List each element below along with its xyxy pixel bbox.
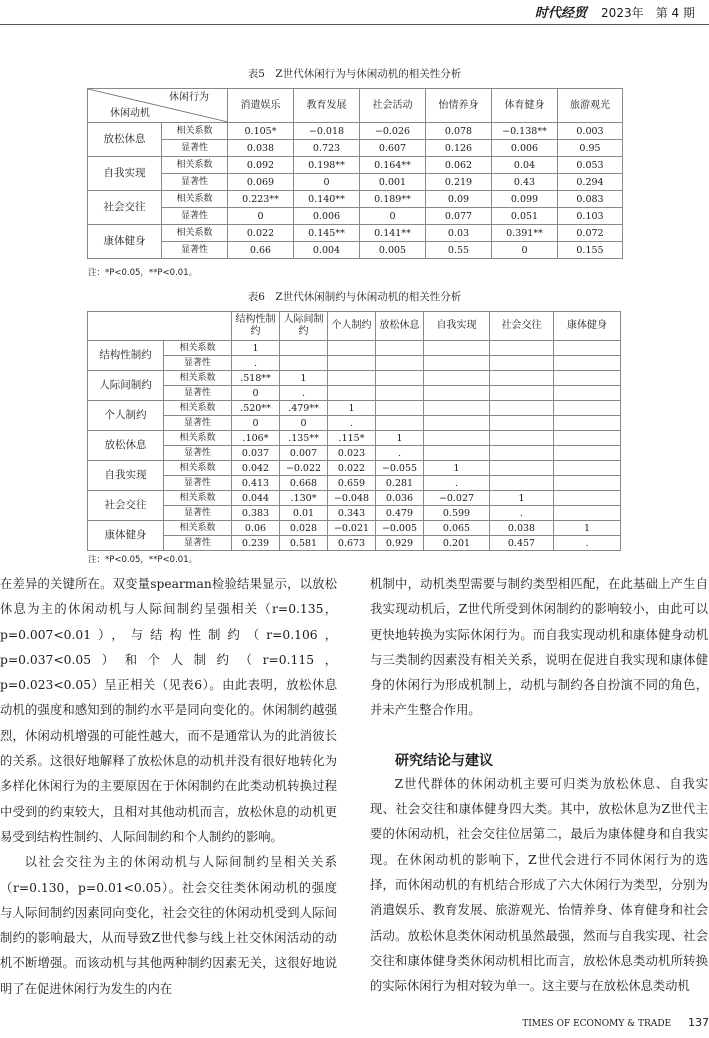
table-cell: 0.126 [426,140,492,157]
table-corner-cell [88,312,232,341]
column-header: 人际间制约 [280,312,328,341]
table-cell: 0.239 [232,536,280,551]
stat-label: 显著性 [164,536,232,551]
table-cell: . [554,536,621,551]
table-cell: 0.103 [558,208,623,225]
table-cell: 0.042 [232,461,280,476]
table-cell: 0.006 [492,140,558,157]
table-cell: .106* [232,431,280,446]
stat-label: 相关系数 [164,521,232,536]
table-cell [490,341,554,356]
table-cell: 0.281 [376,476,424,491]
table-cell: . [424,476,490,491]
table-cell: 0.078 [426,123,492,140]
row-group-label: 康体健身 [88,521,164,551]
table-cell: 0.723 [294,140,360,157]
table-row [88,356,621,371]
table-cell: 0.004 [294,242,360,259]
stat-label: 显著性 [164,386,232,401]
table-cell: 0.023 [328,446,376,461]
footer-journal: TIMES OF ECONOMY & TRADE [522,1019,672,1029]
table-cell: −0.026 [360,123,426,140]
table-cell: 0.077 [426,208,492,225]
stat-label: 相关系数 [164,341,232,356]
table-cell: 0 [232,416,280,431]
table-cell: 0.201 [424,536,490,551]
table-cell: 0.022 [328,461,376,476]
table-cell: −0.055 [376,461,424,476]
table-cell: 0.413 [232,476,280,491]
table-cell: 0.479 [376,506,424,521]
table-cell [280,356,328,371]
table-cell: .520** [232,401,280,416]
table-cell: 0.06 [232,521,280,536]
table-cell: 0.099 [492,191,558,208]
table-cell: 0.092 [228,157,294,174]
table-cell: 0.037 [232,446,280,461]
table-row [88,157,623,174]
table-cell: . [328,416,376,431]
table-cell [376,371,424,386]
table-cell: 0.219 [426,174,492,191]
table-cell: 0.55 [426,242,492,259]
left-column [0,572,337,1002]
table-cell: 1 [280,371,328,386]
stat-label: 显著性 [164,416,232,431]
table-cell [424,371,490,386]
table-cell: 0.581 [280,536,328,551]
table-cell: 0.051 [492,208,558,225]
row-group-label: 自我实现 [88,157,162,191]
stat-label: 相关系数 [164,431,232,446]
table-cell: −0.048 [328,491,376,506]
table-cell: −0.021 [328,521,376,536]
table-cell [554,386,621,401]
table-cell [328,356,376,371]
table-cell [424,401,490,416]
table-cell: 0.189** [360,191,426,208]
stat-label: 显著性 [162,242,228,259]
table-row [88,446,621,461]
table-cell: 0.038 [490,521,554,536]
stat-label: 相关系数 [164,371,232,386]
table-row [88,506,621,521]
table-cell: 0 [294,174,360,191]
table-cell [554,431,621,446]
column-header: 社会活动 [360,89,426,123]
table-cell [490,431,554,446]
right-column [370,572,708,999]
table-cell: 0 [360,208,426,225]
table-cell: −0.018 [294,123,360,140]
table-cell: 0.022 [228,225,294,242]
table-corner-cell [88,89,228,123]
table-cell [328,371,376,386]
table-cell [554,446,621,461]
table-cell: . [490,506,554,521]
table-row [88,225,623,242]
row-group-label: 个人制约 [88,401,164,431]
table-cell: 1 [376,431,424,446]
table5 [87,88,623,259]
table-cell: 1 [490,491,554,506]
table-cell: 0.005 [360,242,426,259]
table-cell: 0.03 [426,225,492,242]
table-cell: 0.668 [280,476,328,491]
table-cell [424,386,490,401]
body-paragraph: 以社会交往为主的休闲动机与人际间制约呈相关关系（r=0.130，p=0.01<0.05）。社会交往类休闲动机的强度与人际间制约因素同向变化，社会交往的休闲动机受到人际间制约的影响最大，从而导致Z世代参与线上社交休闲活动的动机不断增强。而该动机与其他两种制约因素无关，这很好地说明了在促进休闲行为发生的内在 [0,855,337,996]
table-cell: 0 [228,208,294,225]
table-row [88,371,621,386]
column-header: 康体健身 [554,312,621,341]
table-cell: 0.659 [328,476,376,491]
table-cell: 0.069 [228,174,294,191]
table-cell: 0.140** [294,191,360,208]
table-cell [490,461,554,476]
table-cell [490,371,554,386]
table-cell [554,341,621,356]
header-year: 2023年 [601,6,644,20]
table-row [88,140,623,157]
stat-label: 显著性 [162,174,228,191]
stat-label: 显著性 [162,140,228,157]
table-header-row [88,89,623,123]
table-row [88,174,623,191]
table-cell: .115* [328,431,376,446]
table-row [88,341,621,356]
table-cell: 1 [328,401,376,416]
stat-label: 相关系数 [162,123,228,140]
table-cell: 0.028 [280,521,328,536]
table-cell: 0.141** [360,225,426,242]
table-cell: .518** [232,371,280,386]
body-paragraph: 机制中，动机类型需要与制约类型相匹配，在此基础上产生自我实现动机后，Z世代所受到休闲制约的影响较小，由此可以更快地转换为实际休闲行为。而自我实现动机和康体健身动机与三类制约因素没有相关关系，说明在促进自我实现和康体健身的休闲行为形成机制上，动机与制约各自扮演不同的角色，并未产生整合作用。 [370,577,708,718]
column-header: 教育发展 [294,89,360,123]
section-heading: 研究结论与建议 [395,752,493,769]
table-cell: 0.457 [490,536,554,551]
table-cell [376,386,424,401]
stat-label: 相关系数 [162,191,228,208]
table5-caption: 表5 Z世代休闲行为与休闲动机的相关性分析 [247,68,462,80]
row-group-label: 放松休息 [88,431,164,461]
table-cell: 0.155 [558,242,623,259]
table-cell [554,491,621,506]
table-cell: 0.062 [426,157,492,174]
table-cell [376,416,424,431]
page-number: 137 [688,1016,709,1029]
table-cell: 0.105* [228,123,294,140]
column-header: 旅游观光 [558,89,623,123]
table-header-row [88,312,621,341]
table-cell: 0.065 [424,521,490,536]
table-cell: .130* [280,491,328,506]
table-cell: 1 [554,521,621,536]
table-cell: 0.007 [280,446,328,461]
table-cell: 0.607 [360,140,426,157]
table-cell [376,401,424,416]
table-cell [554,476,621,491]
table-cell [376,356,424,371]
table-cell: 0.053 [558,157,623,174]
table-cell: 0.66 [228,242,294,259]
table-row [88,416,621,431]
stat-label: 显著性 [164,506,232,521]
table-row [88,491,621,506]
body-paragraph: 在差异的关键所在。双变量spearman检验结果显示，以放松休息为主的休闲动机与人际间制约呈强相关（r=0.135，p=0.007<0.01），与结构性制约（r=0.106，p=0.037<0.05）和个人制约（r=0.115，p=0.023<0.05）呈正相关（见表6）。由此表明，放松休息动机的强度和感知到的制约水平是同向变化的。休闲制约越强烈，休闲动机增强的可能性越大，而不是通常认为的此消彼长的关系。这很好地解释了放松休息的动机并没有很好地转化为多样化休闲行为的主要原因在于休闲制约在此类动机转换过程中受到的约束较大，且相对其他动机而言，放松休息的动机更易受到结构性制约、人际间制约和个人制约的影响。 [0,577,337,844]
table-cell: 0.95 [558,140,623,157]
table-cell: −0.138** [492,123,558,140]
table-row [88,521,621,536]
table-cell: 0.391** [492,225,558,242]
table-cell: 0.599 [424,506,490,521]
row-group-label: 社会交往 [88,191,162,225]
table-row [88,386,621,401]
corner-top-label: 休闲行为 [169,92,209,103]
column-header: 体育健身 [492,89,558,123]
stat-label: 显著性 [164,356,232,371]
table-cell [490,386,554,401]
row-group-label: 结构性制约 [88,341,164,371]
corner-bottom-label: 休闲动机 [110,108,150,119]
column-header: 放松休息 [376,312,424,341]
table-cell: −0.005 [376,521,424,536]
table-cell: .135** [280,431,328,446]
table-cell: 0.383 [232,506,280,521]
table-cell [490,446,554,461]
table-row [88,476,621,491]
table-cell: 0 [492,242,558,259]
table-row [88,536,621,551]
stat-label: 显著性 [164,476,232,491]
table-cell: 0.223** [228,191,294,208]
table-cell: 0.164** [360,157,426,174]
stat-label: 显著性 [162,208,228,225]
header-issue: 第 4 期 [655,6,695,20]
table-row [88,191,623,208]
table-cell: .479** [280,401,328,416]
table-cell [554,371,621,386]
column-header: 社会交往 [490,312,554,341]
table-row [88,401,621,416]
table-cell [490,476,554,491]
body-paragraph: Z世代群体的休闲动机主要可归类为放松休息、自我实现、社会交往和康体健身四大类。其中，放松休息为Z世代主要的休闲动机，社会交往位居第二，最后为康体健身和自我实现。在休闲动机的影响下，Z世代会进行不同休闲行为的选择，而休闲动机的有机结合形成了六大休闲行为类型，分别为消遣娱乐、教育发展、旅游观光、怡情养身、体育健身和社会活动。放松休息类休闲动机虽然最强，然而与自我实现、社会交往和康体健身类休闲动机相比而言，放松休息类动机所转换的实际休闲行为相对较为单一。这主要与在放松休息类动机 [370,776,708,994]
table-cell [490,356,554,371]
stat-label: 相关系数 [164,401,232,416]
stat-label: 相关系数 [164,491,232,506]
table-row [88,123,623,140]
table-cell: −0.027 [424,491,490,506]
table-row [88,208,623,225]
table-cell: . [280,386,328,401]
column-header: 消遣娱乐 [228,89,294,123]
stat-label: 相关系数 [162,225,228,242]
table-cell: 0.04 [492,157,558,174]
table-cell: 0.003 [558,123,623,140]
table-cell: 0.145** [294,225,360,242]
table-cell [424,431,490,446]
column-header: 怡情养身 [426,89,492,123]
table-cell [424,416,490,431]
table-cell: 0.038 [228,140,294,157]
column-header: 个人制约 [328,312,376,341]
table-cell: 0.294 [558,174,623,191]
row-group-label: 社会交往 [88,491,164,521]
table-cell: 0.43 [492,174,558,191]
table-cell: . [376,446,424,461]
stat-label: 显著性 [164,446,232,461]
table-cell [328,341,376,356]
table6-note: 注：*P<0.05，**P<0.01。 [88,555,198,565]
column-header: 自我实现 [424,312,490,341]
table-cell [424,356,490,371]
table-cell [280,341,328,356]
table-cell: 1 [232,341,280,356]
table-cell: −0.022 [280,461,328,476]
table-cell: 1 [424,461,490,476]
table-cell: 0.198** [294,157,360,174]
page-header [0,0,709,25]
table-row [88,461,621,476]
header-text [535,2,695,21]
table-cell: 0.09 [426,191,492,208]
table-cell [424,446,490,461]
table-cell: 0 [232,386,280,401]
table-cell: 0.929 [376,536,424,551]
table-cell: 0.343 [328,506,376,521]
stat-label: 相关系数 [162,157,228,174]
table-cell: 0 [280,416,328,431]
table-cell [554,356,621,371]
table-cell [490,401,554,416]
table5-note: 注：*P<0.05，**P<0.01。 [88,268,198,278]
table-cell: 0.001 [360,174,426,191]
row-group-label: 人际间制约 [88,371,164,401]
table-cell: . [232,356,280,371]
table-row [88,431,621,446]
table-cell [490,416,554,431]
table-cell: 0.036 [376,491,424,506]
journal-name: 时代经贸 [534,6,587,21]
table-cell: 0.01 [280,506,328,521]
table-cell: 0.083 [558,191,623,208]
table-cell [424,341,490,356]
page-footer [522,1016,709,1029]
table6-caption: 表6 Z世代休闲制约与休闲动机的相关性分析 [247,291,462,303]
table-cell: 0.044 [232,491,280,506]
row-group-label: 自我实现 [88,461,164,491]
row-group-label: 康体健身 [88,225,162,259]
stat-label: 相关系数 [164,461,232,476]
column-header: 结构性制约 [232,312,280,341]
table-cell [554,416,621,431]
table-cell [554,461,621,476]
table-cell [554,401,621,416]
table-cell [376,341,424,356]
table-cell [328,386,376,401]
row-group-label: 放松休息 [88,123,162,157]
table-cell: 0.072 [558,225,623,242]
table-cell: 0.673 [328,536,376,551]
table-cell [554,506,621,521]
table6 [87,311,621,551]
table-cell: 0.006 [294,208,360,225]
table-row [88,242,623,259]
